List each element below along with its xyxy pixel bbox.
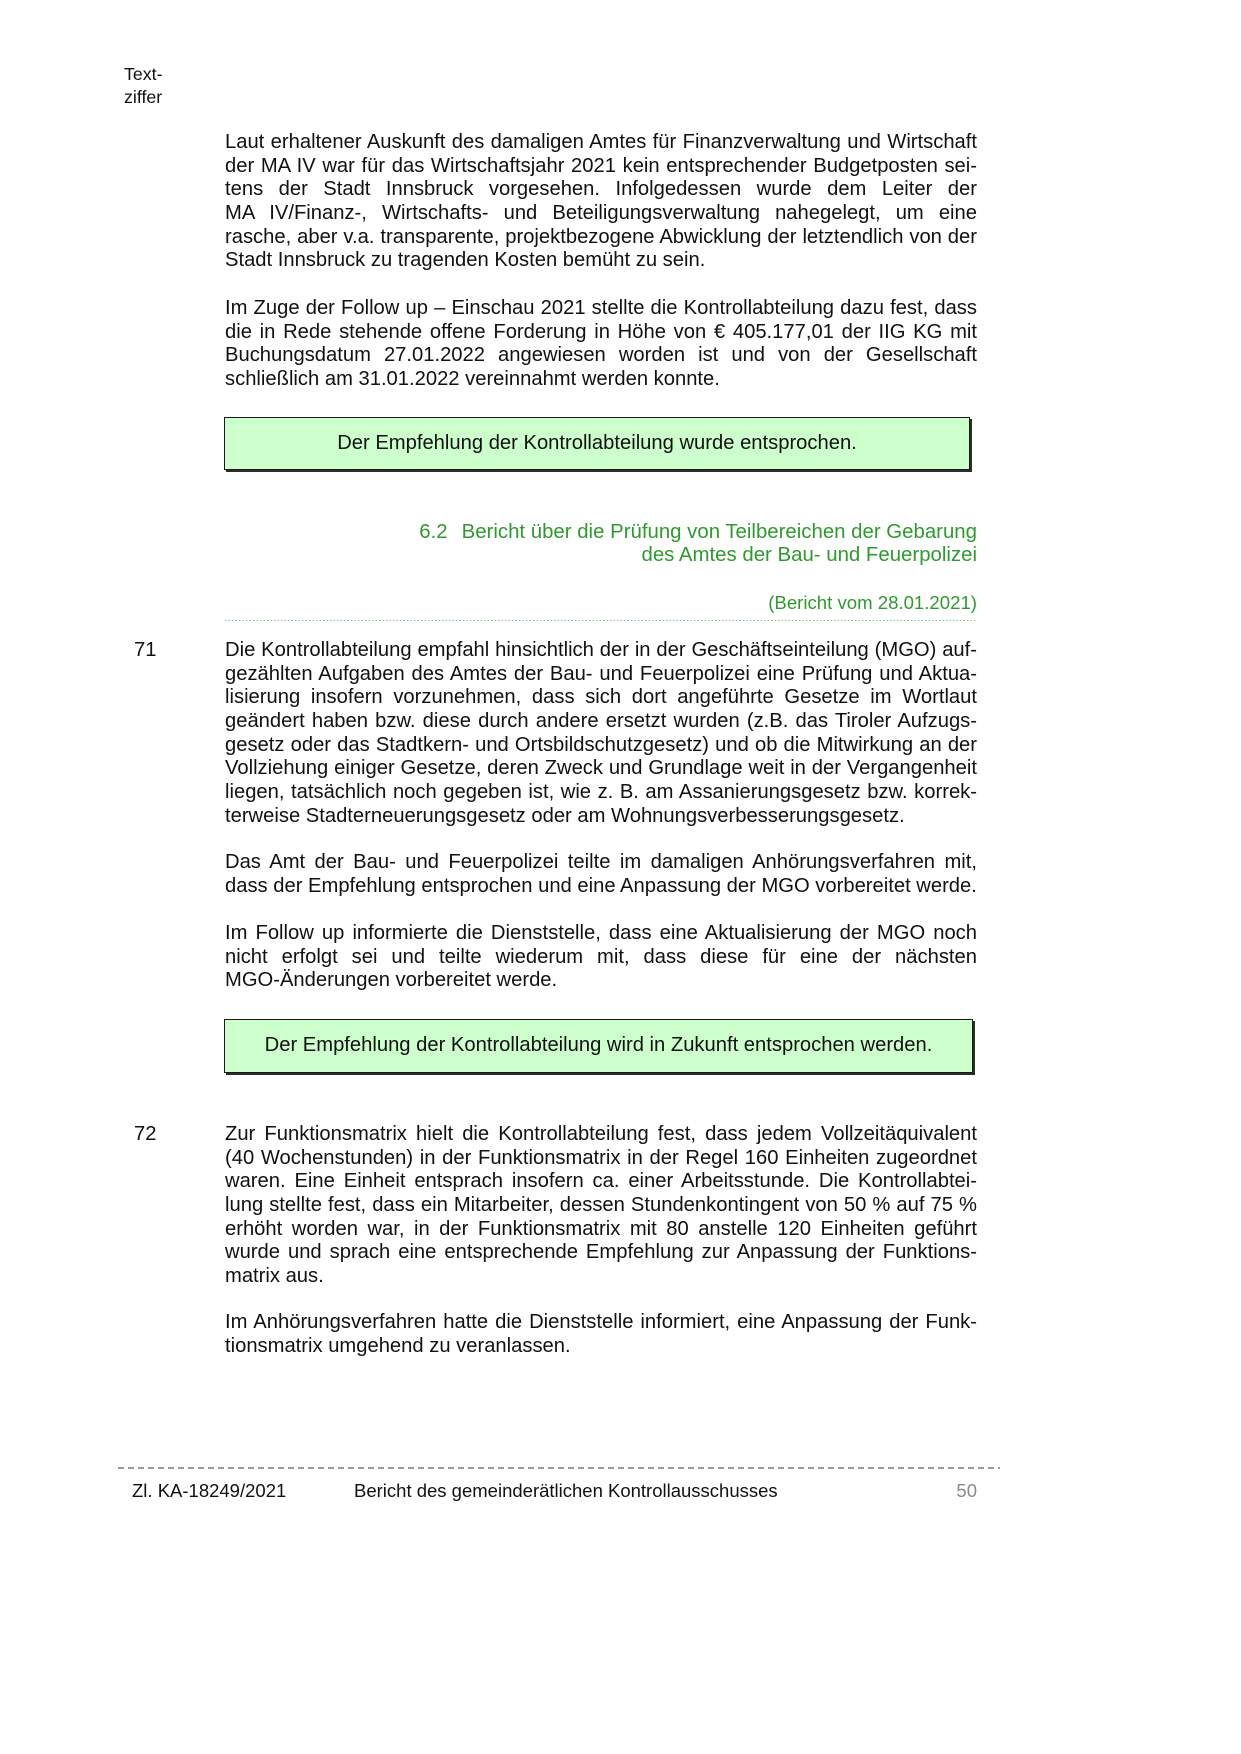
paragraph-line: Stadt Innsbruck zu tragenden Kosten bemüht zu sein. [225,249,706,272]
textziffer-number: 72 [134,1123,157,1145]
margin-header-line: Text- [124,64,163,84]
paragraph-line: die in Rede stehende offene Forderung in Höhe von € 405.177,01 der IIG KG mit [225,320,977,343]
section-title-line: Bericht über die Prüfung von Teilbereichen der Gebarung [461,521,977,543]
paragraph [225,131,977,273]
paragraph-line: lisierung insofern vorzunehmen, dass sich dort angeführte Gesetze im Wortlaut [225,686,977,709]
paragraph [225,639,977,829]
page-number: 50 [956,1480,977,1501]
paragraph [225,297,977,392]
paragraph [225,851,977,898]
footer-report-title: Bericht des gemeinderätlichen Kontrollausschusses [354,1480,778,1501]
paragraph-line: nicht erfolgt sei und teilte wiederum mit, dass diese für eine der nächsten [225,945,977,968]
paragraph [225,1123,977,1289]
paragraph-line: (40 Wochenstunden) in der Funktionsmatrix in der Regel 160 Einheiten zugeordnet [225,1146,977,1169]
paragraph-line: geändert haben bzw. diese durch andere ersetzt wurden (z.B. das Tiroler Aufzugs- [225,710,977,733]
result-box [224,417,970,470]
paragraph-line: tionsmatrix umgehend zu veranlassen. [225,1334,571,1357]
paragraph-line: tens der Stadt Innsbruck vorgesehen. Infolgedessen wurde dem Leiter der [225,178,977,201]
paragraph-line: rasche, aber v.a. transparente, projektbezogene Abwicklung der letztendlich von der [225,225,977,248]
paragraph-line: schließlich am 31.01.2022 vereinnahmt werden konnte. [225,368,720,391]
paragraph-line: erhöht worden war, in der Funktionsmatrix mit 80 anstelle 120 Einheiten geführt [225,1217,977,1240]
paragraph-line: Im Zuge der Follow up – Einschau 2021 stellte die Kontrollabteilung dazu fest, dass [225,297,977,319]
result-box-text: Der Empfehlung der Kontrollabteilung wird in Zukunft entsprochen werden. [264,1034,933,1057]
section-heading-line [225,521,977,544]
textziffer-number: 71 [134,639,157,661]
paragraph-line: Im Follow up informierte die Dienststelle, dass eine Aktualisierung der MGO noch [225,922,977,944]
paragraph-line: Buchungsdatum 27.01.2022 angewiesen worden ist und von der Gesellschaft [225,344,977,367]
paragraph-line: der MA IV war für das Wirtschaftsjahr 2021 kein entsprechender Budgetposten sei- [225,154,977,177]
section-heading-line [225,544,977,567]
section-heading [225,521,977,567]
paragraph-line: matrix aus. [225,1265,324,1288]
margin-header-line: ziffer [124,87,163,107]
result-box-text: Der Empfehlung der Kontrollabteilung wurde entsprochen. [337,431,857,454]
paragraph-line: liegen, tatsächlich noch gegeben ist, wie z. B. am Assanierungsgesetz bzw. korrek- [225,781,977,804]
result-box [224,1019,973,1073]
section-number: 6.2 [419,521,448,543]
paragraph-line: Vollziehung einiger Gesetze, deren Zweck und Grundlage weit in der Vergangenheit [225,757,977,780]
paragraph-line: Im Anhörungsverfahren hatte die Dienststelle informiert, eine Anpassung der Funk- [225,1311,977,1333]
paragraph-line: Das Amt der Bau- und Feuerpolizei teilte im damaligen Anhörungsverfahren mit, [225,851,977,873]
footer-reference: Zl. KA-18249/2021 [132,1480,287,1501]
paragraph-line: Zur Funktionsmatrix hielt die Kontrollabteilung fest, dass jedem Vollzeitäquivalent [225,1123,977,1145]
paragraph-line: MGO-Änderungen vorbereitet werde. [225,969,558,992]
paragraph [225,922,977,993]
paragraph-line: wurde und sprach eine entsprechende Empfehlung zur Anpassung der Funktions- [225,1241,977,1264]
paragraph-line: waren. Eine Einheit entsprach insofern ca. einer Arbeitsstunde. Die Kontrollabtei- [225,1170,977,1193]
paragraph-line: Die Kontrollabteilung empfahl hinsichtlich der in der Geschäftseinteilung (MGO) auf- [225,639,977,661]
paragraph-line: terweise Stadterneuerungsgesetz oder am Wohnungsverbesserungsgesetz. [225,804,905,827]
paragraph-line: MA IV/Finanz-, Wirtschafts- und Beteiligungsverwaltung nahegelegt, um eine [225,202,977,225]
paragraph-line: dass der Empfehlung entsprochen und eine Anpassung der MGO vorbereitet werde. [225,874,977,897]
paragraph-line: Laut erhaltener Auskunft des damaligen Amtes für Finanzverwaltung und Wirtschaft [225,131,977,153]
paragraph-line: lung stellte fest, dass ein Mitarbeiter, dessen Stundenkontingent von 50 % auf 75 % [225,1194,977,1217]
report-date: (Bericht vom 28.01.2021) [768,592,977,613]
heading-divider [225,620,977,621]
footer-divider [118,1467,1000,1469]
paragraph [225,1311,977,1358]
section-title-line: des Amtes der Bau- und Feuerpolizei [641,544,977,566]
margin-column-header [124,63,163,109]
paragraph-line: gezählten Aufgaben des Amtes der Bau- und Feuerpolizei eine Prüfung und Aktua- [225,662,977,685]
paragraph-line: gesetz oder das Stadtkern- und Ortsbildschutzgesetz) und ob die Mitwirkung an der [225,733,977,756]
